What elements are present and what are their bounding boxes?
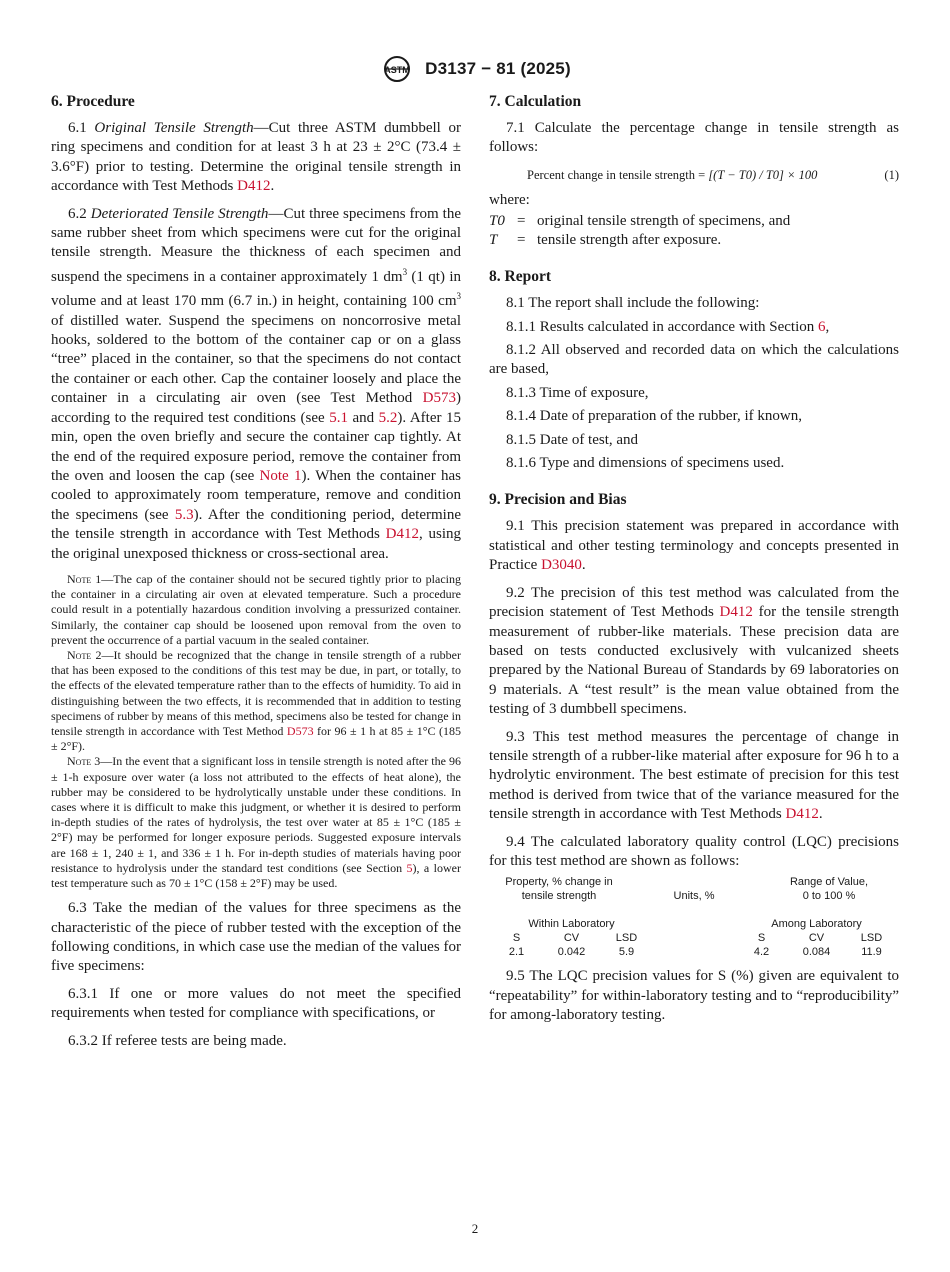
section-6-title: 6. Procedure xyxy=(51,93,135,110)
lqc-precision-table xyxy=(489,875,899,959)
page-header xyxy=(0,54,950,84)
note-1: Note 1—The cap of the container should not be secured tightly prior to placing the container in a circulating air oven at elevated temperature. Such a procedure could result in a potentially hazardous condition involving a pressurized container. Similarly, the container cap should be loosened upon removal from the oven to prevent the occurrence of a partial vacuum in the sealed container. xyxy=(51,571,462,647)
definition-t: T = tensile strength after exposure. xyxy=(489,232,722,249)
paragraph-6-2: 6.2 Deteriorated Tensile Strength—Cut three specimens from the same rubber sheet from which specimens were cut for the original tensile strength. Measure the thickness of each specimen and suspend the specimens in a container approximately 1 $dm^3$ (1 qt) in volume and at least 170 mm (6.7 in.) in height, containing 100 $cm^3$ of distilled water. Suspend the specimens on noncorrosive metal hooks, soldered to the bottom of the container cap or on a glass “tree” placed in the container, so that the specimens do not contact the container or each other. Cap the container loosely and place the container in a circulating air oven (see Test Method D573) according to the required test conditions (see 5.1 and 5.2). After 15 min, open the oven briefly and secure the container cap tightly. At the end of the required exposure period, remove the container from the oven and loosen the cap (see Note 1). When the container has cooled to approximately room temperature, remove and condition the specimens (see 5.3). After the conditioning period, determine the tensile strength in accordance with Test Methods D412, using the original unexposed thickness or cross-sectional area. xyxy=(51,205,462,562)
lqc-among-header: Among Laboratory xyxy=(771,918,862,931)
link-section-6[interactable]: 6 xyxy=(817,318,826,335)
note-2: Note 2—It should be recognized that the change in tensile strength of a rubber that has been exposed to the conditions of this test may be due, in part, or totally, to the effects of the elevated temperature rather than to the effects of humidity. To aid in distinguishing between the two effects, it is recommended that in addition to testing specimens of rubber by means of this method, specimens also be tested for change in tensile strength in accordance with Test Method D573 for 96 ± 1 h at 85 ± 1°C (185 ± 2°F). xyxy=(51,647,462,754)
link-5-1[interactable]: 5.1 xyxy=(329,409,348,426)
section-8-title: 8. Report xyxy=(489,268,551,286)
note-3: Note 3—In the event that a significant loss in tensile strength is noted after the 96 ± 1-h exposure over water (a loss not attributed to the effects of heat alone), the rubber may be considered to be hydrolytically unstable under these conditions. In cases where it is difficult to make this judgment, or whether it is desired to perform in-depth studies of the rates of hydrolysis, the test over water at 85 ± 1°C (185 ± 2°F) may be performed for longer exposure periods. Suggested exposure intervals are 168 ± 1, 240 ± 1, and 336 ± 1 h. For in-depth studies of materials having poor resistance to hydrolysis under the standard test conditions (see Section 5), a lower test temperature such as 70 ± 1°C (158 ± 2°F) may be used. xyxy=(51,754,461,890)
section-7 xyxy=(489,93,899,250)
astm-logo-icon xyxy=(379,54,415,84)
lqc-property-header: Property, % change in tensile strength xyxy=(505,876,613,903)
section-9-title: 9. Precision and Bias xyxy=(489,491,627,509)
link-d3040[interactable]: D3040 xyxy=(541,557,582,574)
link-d412[interactable]: D412 xyxy=(719,604,753,621)
definition-t0: T0 = original tensile strength of specimens, and xyxy=(489,213,791,230)
section-8 xyxy=(489,268,899,473)
svg-text:ASTM: ASTM xyxy=(384,65,410,75)
paragraph-6-3-1: 6.3.1 If one or more values do not meet the specified requirements when tested for compliance with specifications, or xyxy=(51,985,461,1022)
paragraph-8-1-3: 8.1.3 Time of exposure, xyxy=(506,384,649,401)
where-label: where: xyxy=(489,191,530,208)
paragraph-9-4: 9.4 The calculated laboratory quality control (LQC) precisions for this test method are shown as follows: xyxy=(489,833,899,869)
link-d412[interactable]: D412 xyxy=(385,526,419,543)
link-5-2[interactable]: 5.2 xyxy=(378,409,398,426)
section-7-title: 7. Calculation xyxy=(489,93,582,110)
paragraph-6-1: 6.1 Original Tensile Strength—Cut three ASTM dumbbell or ring specimens and condition for at least 3 h at 23 ± 2°C (73.4 ± 3.6°F) prior to testing. Determine the original tensile strength in accordance with Test Methods D412. xyxy=(51,120,462,195)
paragraph-8-1-6: 8.1.6 Type and dimensions of specimens used. xyxy=(506,455,785,472)
lqc-values-row: 2.1 0.042 5.9 4.2 0.084 11.9 xyxy=(508,946,882,959)
paragraph-8-1: 8.1 The report shall include the following: xyxy=(506,295,760,312)
document-id: D3137 − 81 (2025) xyxy=(425,59,571,78)
link-section-5[interactable]: 5 xyxy=(406,860,413,875)
lqc-range-header: Range of Value, 0 to 100 % xyxy=(789,876,869,903)
paragraph-9-5: 9.5 The LQC precision values for S (%) given are equivalent to “repeatability” for within-laboratory testing and to “reproducibility” for among-laboratory testing. xyxy=(489,968,899,1024)
paragraph-8-1-4: 8.1.4 Date of preparation of the rubber, if known, xyxy=(506,408,802,425)
paragraph-8-1-5: 8.1.5 Date of test, and xyxy=(506,431,639,448)
link-d412[interactable]: D412 xyxy=(237,178,271,195)
left-column xyxy=(51,93,461,1059)
equation-number: (1) xyxy=(884,167,899,182)
formula-expression: [(T − T0) / T0] × 100 xyxy=(708,167,818,182)
paragraph-8-1-2: 8.1.2 All observed and recorded data on which the calculations are based, xyxy=(489,342,899,378)
paragraph-6-3: 6.3 Take the median of the values for three specimens as the characteristic of the piece of rubber tested with the exception of the following conditions, in which case use the median of the values for five specimens: xyxy=(51,900,461,975)
paragraph-9-2: 9.2 The precision of this test method was calculated from the precision statement of Test Methods D412 for the tensile strength measurement of rubber-like materials. These precision data are based on tests conducted exclusively with vulcanized sheets prepared by the National Bureau of Standards by 69 laboratories on 9 materials. A “test result” is the mean value obtained from the testing of 3 dumbbell specimens. xyxy=(489,584,900,718)
link-d573[interactable]: D573 xyxy=(422,390,456,407)
section-9 xyxy=(489,491,899,1025)
lqc-units-header: Units, % xyxy=(673,890,715,903)
equation-1: Percent change in tensile strength = [(T − T0) / T0] × 100 (1) xyxy=(527,167,899,182)
paragraph-8-1-1: 8.1.1 Results calculated in accordance with Section 6, xyxy=(506,318,830,335)
link-d412[interactable]: D412 xyxy=(785,806,819,823)
link-5-3[interactable]: 5.3 xyxy=(174,506,194,523)
lqc-column-headers: S CV LSD S CV LSD xyxy=(512,932,883,945)
page-number: 2 xyxy=(471,1221,479,1236)
paragraph-9-1: 9.1 This precision statement was prepared in accordance with statistical and other testing terminology and concepts presented in Practice D3040. xyxy=(489,518,899,574)
link-note-1[interactable]: Note 1 xyxy=(259,467,302,484)
paragraph-6-3-2: 6.3.2 If referee tests are being made. xyxy=(68,1032,287,1049)
link-d573[interactable]: D573 xyxy=(286,723,314,738)
paragraph-7-1: 7.1 Calculate the percentage change in tensile strength as follows: xyxy=(489,120,899,156)
paragraph-9-3: 9.3 This test method measures the percentage of change in tensile strength of a rubber-like material after exposure for 96 h to a hydrolytic environment. The best estimate of precision for this test method is derived from twice that of the variance measured for the tensile strength in accordance with Test Methods D412. xyxy=(489,728,899,823)
right-column xyxy=(489,93,899,1040)
lqc-within-header: Within Laboratory xyxy=(528,918,615,931)
